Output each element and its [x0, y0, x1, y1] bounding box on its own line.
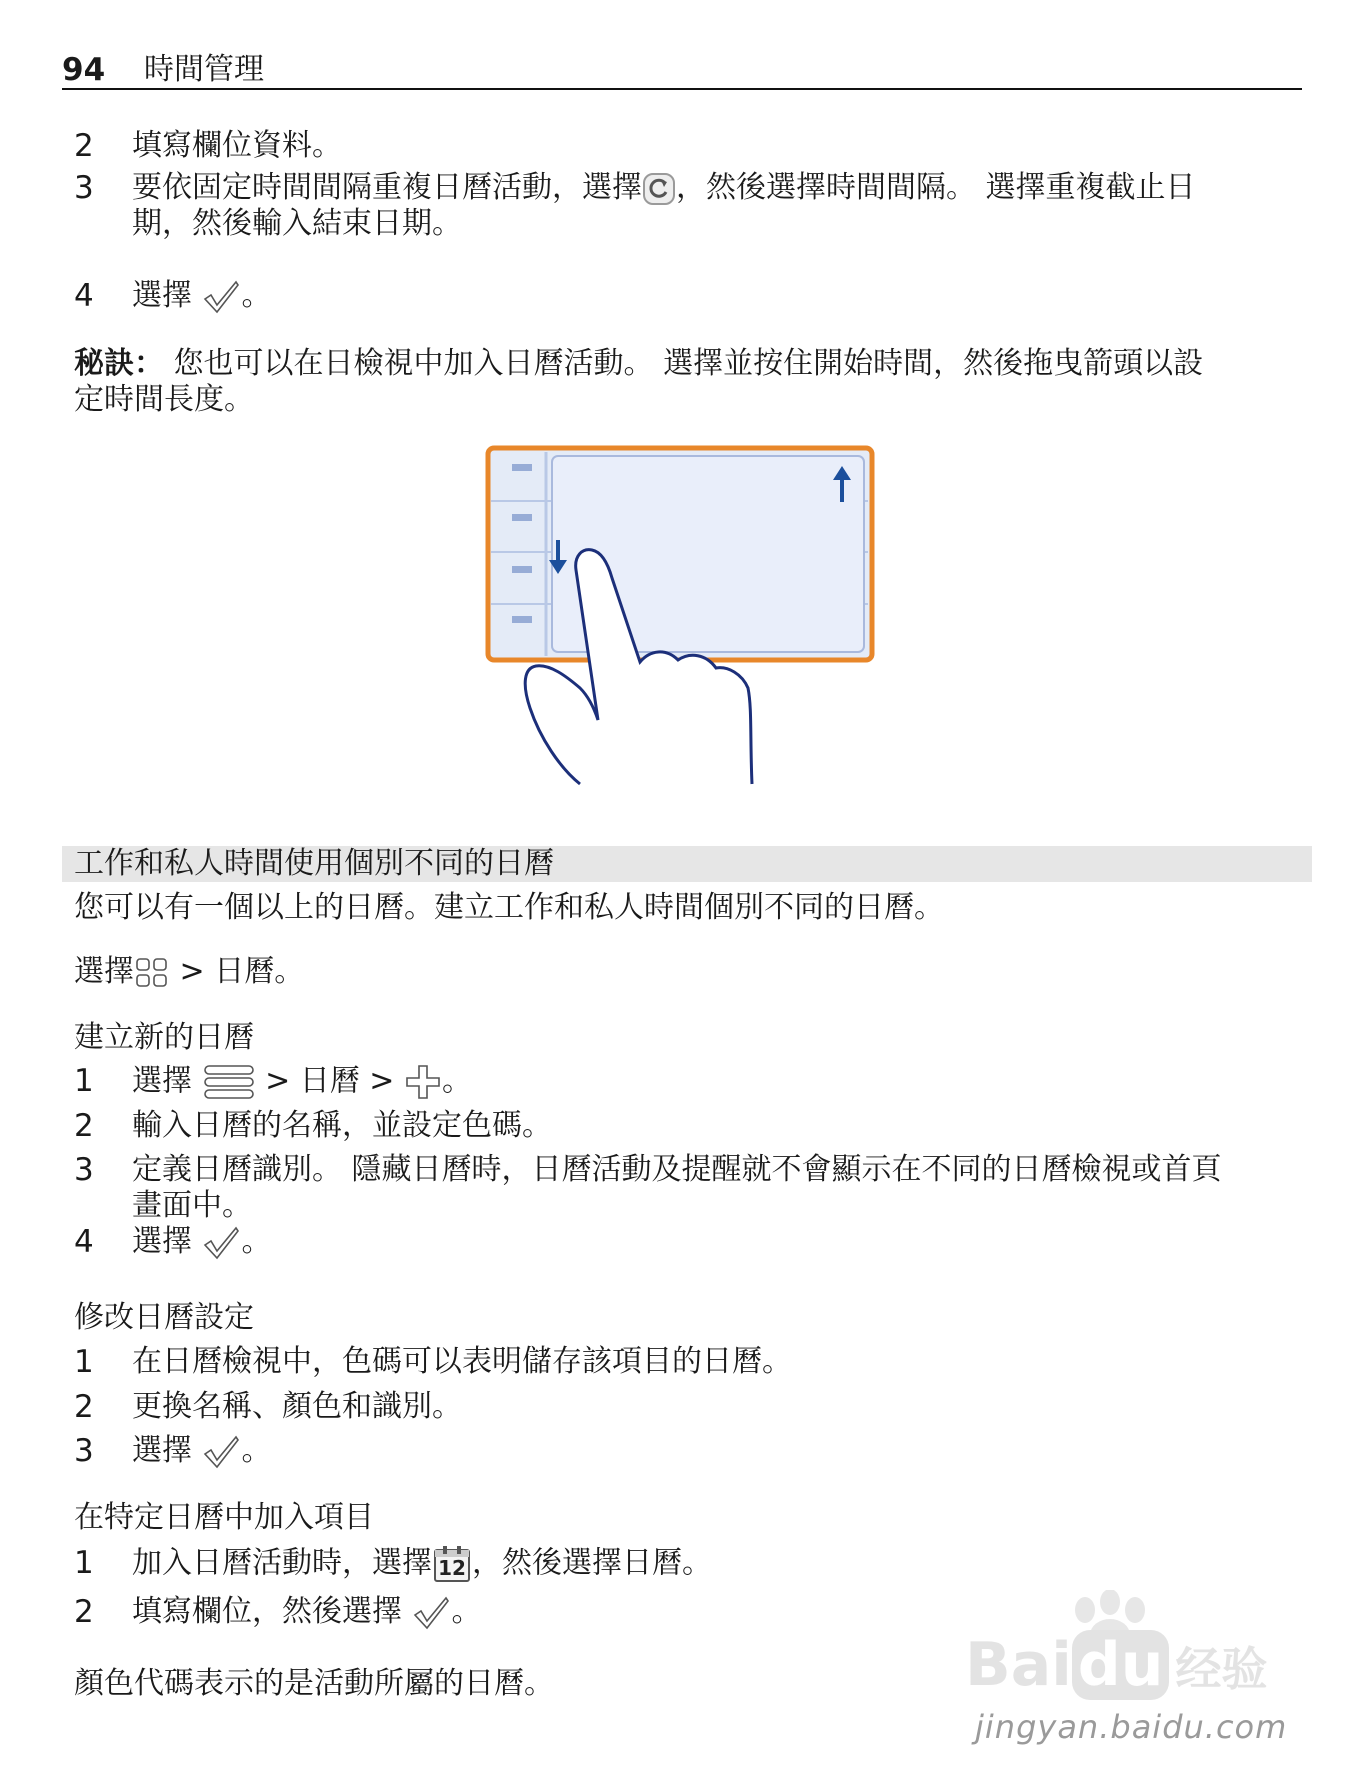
checkmark-icon — [202, 279, 242, 315]
modify-step-1: 1 在日曆檢視中，色碼可以表明儲存該項目的日曆。 — [74, 1344, 792, 1380]
page-header — [62, 50, 1302, 90]
create-step-1: 1 選擇 > 日曆 > 。 — [74, 1063, 472, 1099]
step-4-top: 4 選擇 。 — [74, 278, 272, 314]
baidu-watermark: Bai du 经验 — [965, 1590, 1295, 1760]
select-calendar-line: 選擇 > 日曆。 — [74, 954, 305, 989]
repeat-icon — [642, 172, 676, 206]
add-step-2: 2 填寫欄位，然後選擇 。 — [74, 1594, 482, 1630]
modify-heading: 修改日曆設定 — [74, 1300, 254, 1335]
section-title-bar: 工作和私人時間使用個別不同的日曆 — [62, 846, 1312, 882]
create-step-4: 4 選擇 。 — [74, 1224, 272, 1260]
tip-line-1: 秘訣： 您也可以在日檢視中加入日曆活動。 選擇並按住開始時間，然後拖曳箭頭以設 — [74, 346, 1204, 381]
checkmark-icon — [202, 1225, 242, 1261]
page-number: 94 — [62, 52, 106, 88]
add-heading: 在特定日曆中加入項目 — [74, 1500, 374, 1535]
section-intro: 您可以有一個以上的日曆。建立工作和私人時間個別不同的日曆。 — [74, 890, 944, 925]
plus-icon — [404, 1063, 442, 1101]
checkmark-icon — [202, 1434, 242, 1470]
create-step-2: 2 輸入日曆的名稱，並設定色碼。 — [74, 1108, 552, 1144]
create-heading: 建立新的日曆 — [74, 1020, 254, 1055]
step-3-top: 3 要依固定時間間隔重複日曆活動，選擇 ，然後選擇時間間隔。 選擇重複截止日 期，然後輸入結束日期。 — [74, 170, 1196, 241]
menu-icon — [202, 1063, 256, 1101]
add-step-1: 1 加入日曆活動時，選擇 12 ，然後選擇日曆。 — [74, 1545, 712, 1581]
tip-line-2: 定時間長度。 — [74, 382, 254, 417]
watermark-url: jingyan.baidu.com — [975, 1708, 1288, 1746]
footer-note: 顏色代碼表示的是活動所屬的日曆。 — [74, 1666, 554, 1701]
create-step-3: 3 定義日曆識別。 隱藏日曆時，日曆活動及提醒就不會顯示在不同的日曆檢視或首頁 畫面中。 — [74, 1152, 1222, 1223]
tip-label: 秘訣： — [74, 346, 164, 381]
calendar-drag-illustration — [470, 438, 880, 798]
step-2-top: 2 填寫欄位資料。 — [74, 128, 342, 164]
app-grid-icon — [134, 956, 170, 990]
modify-step-3: 3 選擇 。 — [74, 1433, 272, 1469]
modify-step-2: 2 更換名稱、顏色和識別。 — [74, 1389, 462, 1425]
checkmark-icon — [412, 1595, 452, 1631]
chapter-title: 時間管理 — [144, 52, 264, 87]
calendar-icon: 12 — [432, 1545, 472, 1583]
